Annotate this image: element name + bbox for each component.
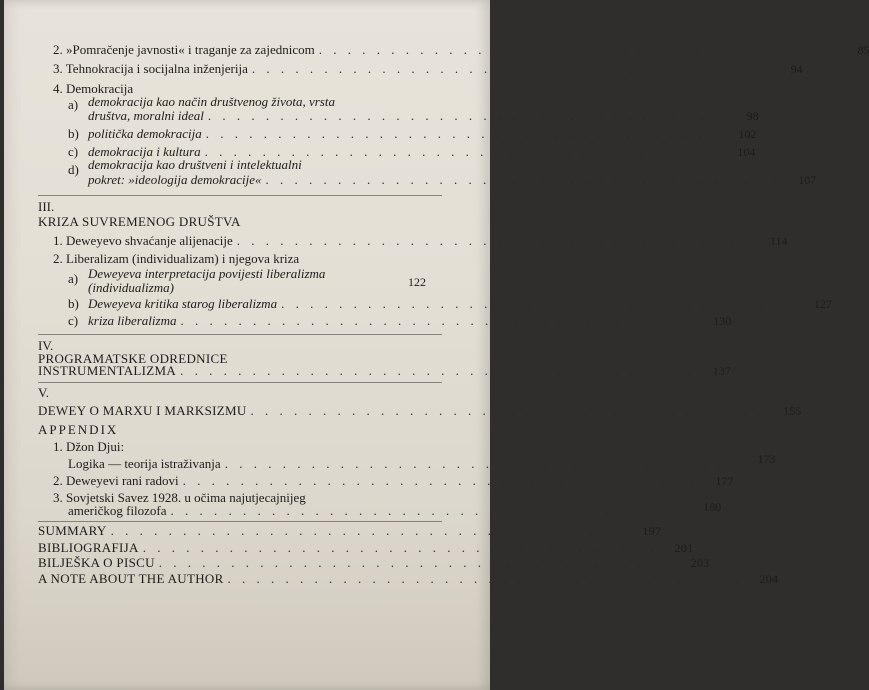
toc-entry-label: 2. Liberalizam (individualizam) i njegova kriza [53,251,300,266]
dot-leader: . . . . . . . . . . . . . . . . . . . . . . . . . . . . . . . . . . . . [265,172,781,187]
toc-entry [38,571,779,586]
section-divider [38,334,442,335]
dot-leader: . . . . . . . . . . . . . . . . . . . . . . . . . . . . . . . . . . . . [204,144,720,159]
toc-subentry-prefix: c) [68,144,79,159]
toc-subentry-label: demokracija i kultura [88,144,201,159]
toc-entry-label: SUMMARY [38,523,107,538]
dot-leader: . . . . . . . . . . . . . . . . . . . . . . . . . . . . . . . . . . . . [180,313,696,328]
dot-leader: . . . . . . . . . . . . . . . . . . . . . . . . . . . . . . . . . . . . [251,61,767,76]
dot-leader: . . . . . . . . . . . . . . . . . . . . . . . . . . . . . . . . . . . . [205,126,721,141]
toc-entry-label: 3. Tehnokracija i socijalna inženjerija [53,61,248,76]
toc-page-number: 107 [798,173,817,187]
toc-entry [88,275,426,295]
toc-entry [68,452,776,471]
toc-subentry-label: Deweyeva kritika starog liberalizma [88,296,278,311]
toc-entry [38,403,802,418]
toc-entry [88,108,759,123]
dot-leader: . . . . . . . . . . . . . . . . . . . . . . . . . . . . . . . . . . . . [110,523,626,538]
toc-subentry-label: (individualizma) [88,280,174,295]
toc-subentry-prefix: c) [68,313,79,328]
toc-page-number: 130 [713,314,732,328]
toc-page-number: 85 [857,43,869,57]
toc-subentry-prefix: a) [68,271,79,286]
toc-entry-label: 3. Sovjetski Savez 1928. u očima najutjecajnijeg [53,490,306,505]
toc-subentry-prefix: a) [68,97,79,112]
section-divider [38,195,442,196]
toc-entry-label: 1. Džon Djui: [53,439,125,454]
toc-subentry-label: demokracija kao način društvenog života, vrsta [88,94,335,109]
toc-entry [53,61,803,76]
section-title: KRIZA SUVREMENOG DRUŠTVA [38,214,241,229]
section-divider [38,382,442,383]
toc-page-number: 203 [690,556,710,570]
dot-leader: . . . . . . . . . . . . . . . . . . . . . . . . . . . . . . . . . . . . [281,296,796,311]
section-divider [38,521,442,522]
toc-entry-label: Logika — teorija istraživanja [68,456,221,471]
toc-entry [38,555,710,570]
dot-leader: . . . . . . . . . . . . . . . . . . . . . . . . . . . . . . . . . . . . [227,571,743,586]
toc-subentry-label: društva, moralni ideal [88,108,204,123]
dot-leader: . . . . . . . . . . . . . . . . . . . . . . . . . . . . . . . . . . . . [142,540,658,555]
toc-entry [53,42,869,57]
toc-subentry-prefix: d) [68,162,79,177]
toc-entry-label: BIBLIOGRAFIJA [38,540,139,555]
dot-leader: . . . . . . . . . . . . . . . . . . . . . . . . . . . . . . . . . . . . [250,403,766,418]
toc-subentry-prefix: b) [68,126,79,141]
toc-subentry-label: pokret: »ideologija demokracije« [88,172,262,187]
section-number: IV. [38,338,54,353]
section-number: III. [38,199,55,214]
toc-entry-label: 2. »Pomračenje javnosti« i traganje za zajednicom [53,42,315,57]
toc-entry [68,313,732,328]
toc-entry-label: američkog filozofa [68,503,167,518]
dot-leader: . . . . . . . . . . . . . . . . . . . . . . . . . . . . . . . . . . . . [180,363,695,378]
toc-entry [53,233,788,248]
toc-entry [38,523,662,538]
toc-entry-label: 2. Deweyevi rani radovi [53,473,179,488]
dot-leader: . . . . . . . . . . . . . . . . . . . . . . . . . . . . . . . . . . . . [182,473,698,488]
section-title: PROGRAMATSKE ODREDNICE [38,351,228,366]
section-title: INSTRUMENTALIZMA [38,363,177,378]
toc-subentry-label: politička demokracija [88,126,202,141]
toc-entry [38,363,731,378]
toc-subentry-label: demokracija kao društveni i intelektualni [88,157,302,172]
toc-page-number: 137 [712,364,731,378]
toc-entry [68,296,832,311]
dot-leader: . . . . . . . . . . . . . . . . . . . . . . . . . . . . . . . . . . . . [224,456,740,471]
toc-page-number: 204 [759,572,779,586]
toc-subentry-label: Deweyeva interpretacija povijesti liberalizma [88,266,326,281]
toc-page-number: 98 [746,109,759,123]
toc-entry [88,172,817,187]
toc-subentry-prefix: b) [68,296,79,311]
dot-leader: . . . . . . . . . . . . . . . . . . . . . . . . . . . . . . . . . . . . [236,233,752,248]
toc-entry-label: 4. Demokracija [53,81,134,96]
toc-page-number: 122 [408,275,426,289]
toc-entry-label: BILJEŠKA O PISCU [38,555,155,570]
book-page [4,0,869,690]
toc-page-number: 177 [715,474,734,488]
toc-page-number: 201 [674,541,694,555]
toc-entry [68,126,757,141]
toc-entry [38,540,694,555]
dot-leader: . . . . . . . . . . . . . . . . . . . . . . . . . . . . . . . . . . . . [207,108,723,123]
toc-page-number: 94 [790,62,803,76]
section-number: V. [38,385,49,400]
toc-page-number: 197 [642,524,662,538]
dot-leader: . . . . . . . . . . . . . . . . . . . . . . . . . . . . . . . . . . . . [318,42,834,57]
toc-page-number: 127 [813,297,832,311]
table-of-contents [4,0,869,690]
toc-entry [68,500,722,518]
toc-entry-label: A NOTE ABOUT THE AUTHOR [38,571,224,586]
toc-subentry-label: kriza liberalizma [88,313,177,328]
section-title: APPENDIX [38,422,119,437]
toc-page-number: 114 [769,234,788,248]
section-title: DEWEY O MARXU I MARKSIZMU [38,403,247,418]
dot-leader: . . . . . . . . . . . . . . . . . . . . . . . . . . . . . . . . . . . . [170,503,686,518]
toc-entry [53,473,734,488]
toc-page-number: 102 [738,127,757,141]
toc-page-number: 155 [783,404,802,418]
toc-page-number: 173 [757,452,776,466]
toc-page-number: 180 [703,500,722,514]
toc-entry-label: 1. Deweyevo shvaćanje alijenacije [53,233,233,248]
dot-leader: . . . . . . . . . . . . . . . . . . . . . . . . . . . . . . . . . . . . [158,555,674,570]
toc-page-number: 104 [737,145,756,159]
